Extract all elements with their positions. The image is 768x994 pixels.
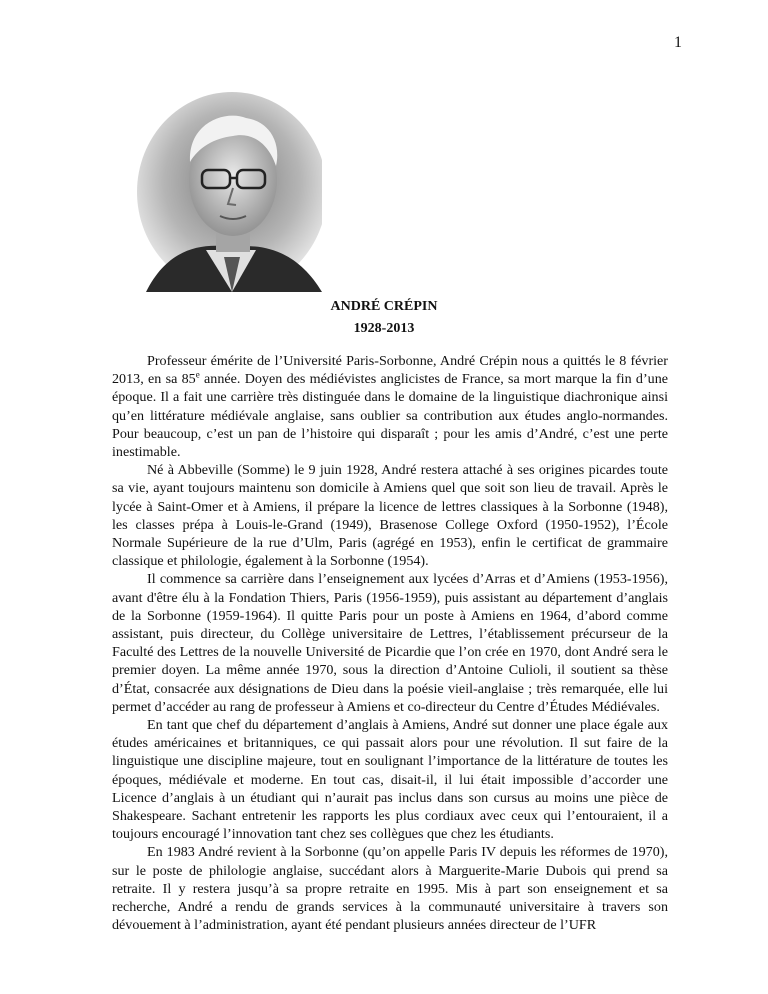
portrait-photo: [136, 92, 322, 292]
paragraph-1: Professeur émérite de l’Université Paris-Sorbonne, André Crépin nous a quittés le 8 février 2013, en sa 85e année. Doyen des médiévistes anglicistes de France, sa mort marque la fin d’une époque. Il a fait une carrière très distinguée dans le domaine de la linguistique diachronique ainsi qu’en littérature médiévale anglaise, sans oublier sa contribution aux études anglo-normandes. Pour beaucoup, c’est un pan de l’histoire qui disparaît ; pour les amis d’André, c’est une perte inestimable.: [112, 353, 669, 461]
page-number: 1: [674, 34, 682, 51]
paragraph-3: Il commence sa carrière dans l’enseignement aux lycées d’Arras et d’Amiens (1953-1956), avant d'être élu à la Fondation Thiers, Paris (1956-1959), puis assistant au département d’anglais de la Sorbonne (1959-1964). Il quitte Paris pour un poste à Amiens en 1964, d’abord comme assistant, puis directeur, du Collège universitaire de Lettres, l’établissement précurseur de la Faculté des Lettres de la nouvelle Université de Picardie que l’on crée en 1970, dont André sera le premier doyen. La même année 1970, sous la direction d’Antoine Culioli, il soutient sa thèse d’État, consacrée aux désignations de Dieu dans la poésie vieil-anglaise ; très remarquée, elle lui permet d’accéder au rang de professeur à Amiens et co-directeur du Centre d’Études Médiévales.: [112, 571, 668, 715]
paragraph-4: En tant que chef du département d’anglais à Amiens, André sut donner une place égale aux études américaines et britanniques, ce qui passait alors pour une révolution. Il sut faire de la linguistique une discipline majeure, tout en soulignant l’importance de la littérature de toutes les époques, médiévale et moderne. En tout cas, disait-il, il lui était impossible d’accorder une Licence d’anglais à un étudiant qui n’aurait pas inclus dans son cursus au moins une pièce de Shakespeare. Sachant entretenir les rapports les plus cordiaux avec ceux qui l’entouraient, il a toujours encouragé l’innovation tant chez ses collègues que chez les étudiants.: [112, 717, 668, 843]
paragraph-2: Né à Abbeville (Somme) le 9 juin 1928, André restera attaché à ses origines picardes toute sa vie, ayant toujours maintenu son domicile à Amiens quel que soit son lieu de travail. Après le lycée à Saint-Omer et à Amiens, il prépare la licence de lettres classiques à la Sorbonne (1948), les classes prépa à Louis-le-Grand (1949), Brasenose College Oxford (1950-1952), l’École Normale Supérieure de la rue d’Ulm, Paris (agrégé en 1953), enfin le certificat de grammaire classique et philologie, également à la Sorbonne (1954).: [112, 462, 668, 570]
life-dates: 1928-2013: [353, 321, 415, 336]
article-body: [112, 352, 668, 935]
person-name: ANDRÉ CRÉPIN: [330, 299, 438, 314]
paragraph-5: En 1983 André revient à la Sorbonne (qu’on appelle Paris IV depuis les réformes de 1970), sur le poste de philologie anglaise, succédant alors à Marguerite-Marie Dubois qui prend sa retraite. Il y restera jusqu’à sa propre retraite en 1995. Mis à part son enseignement et sa recherche, André a rendu de grands services à la communauté universitaire à travers son dévouement à l’administration, ayant été pendant plusieurs années directeur de l’UFR: [112, 844, 668, 934]
